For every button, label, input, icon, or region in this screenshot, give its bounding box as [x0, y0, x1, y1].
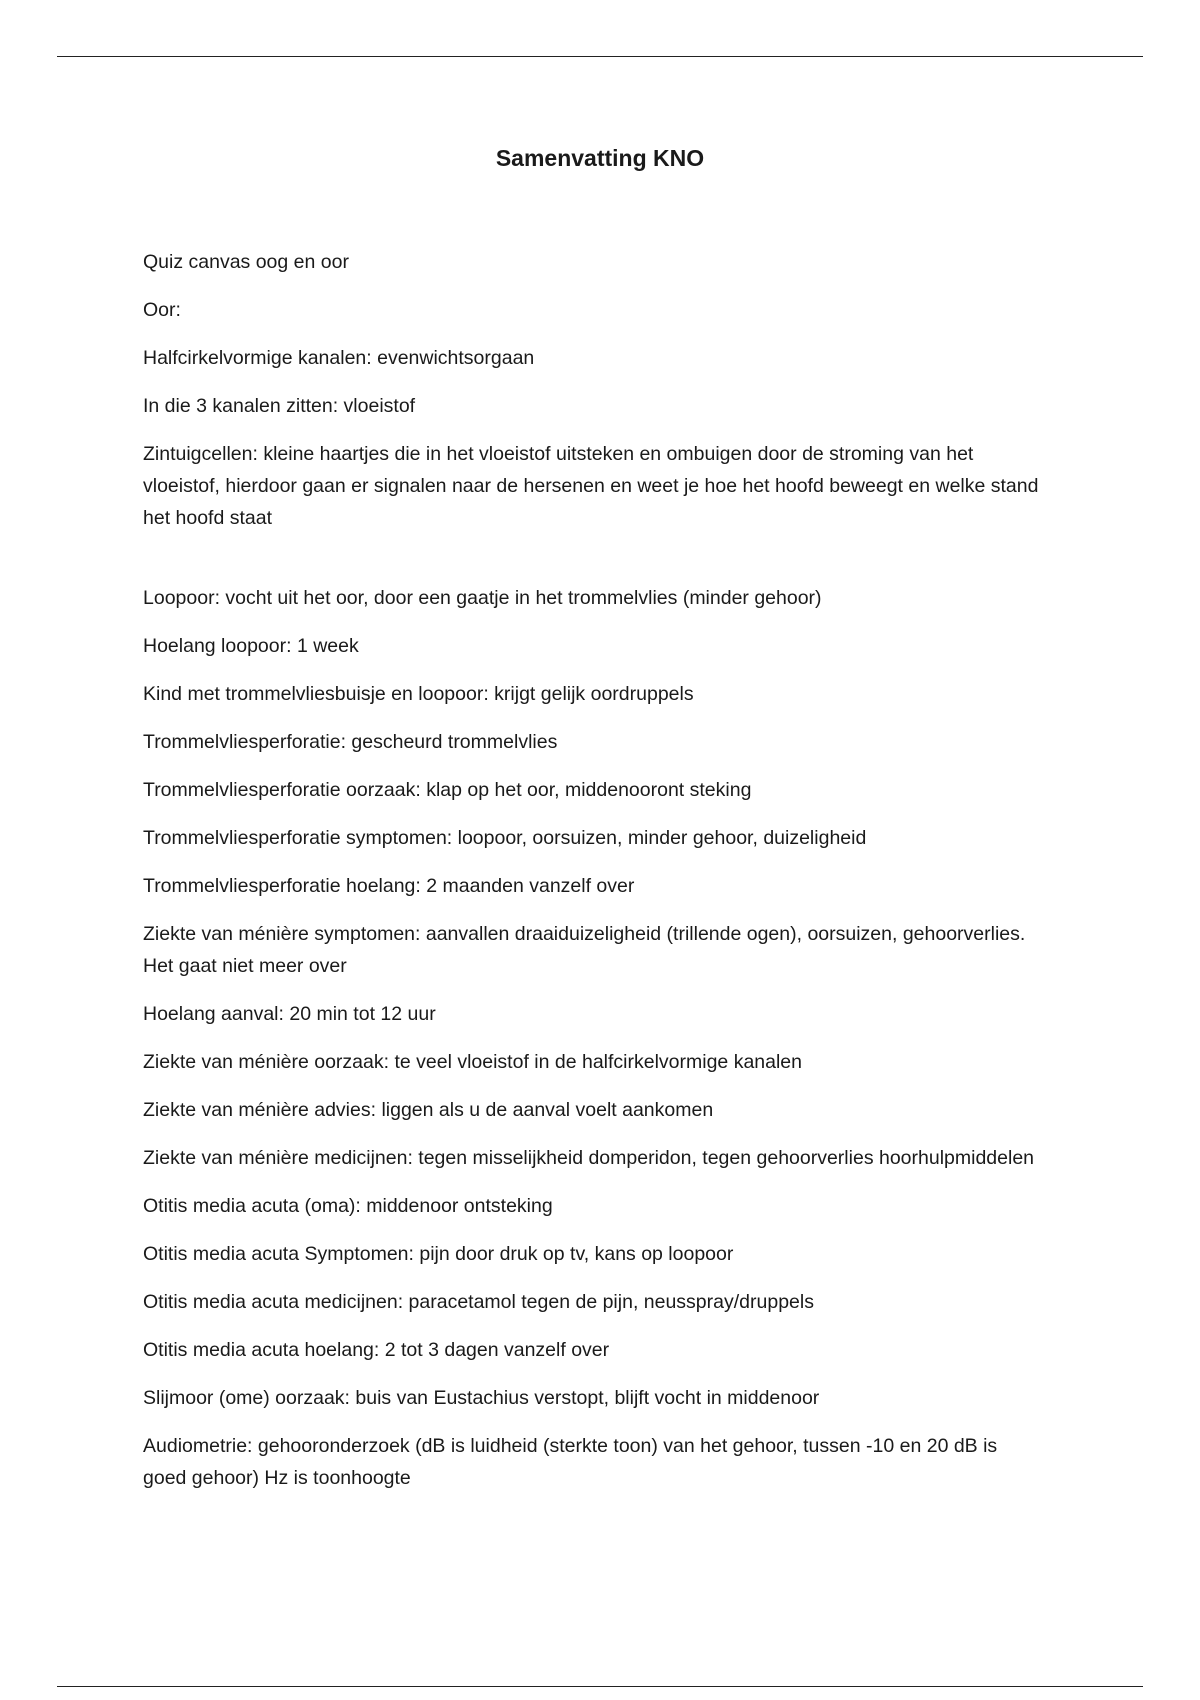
document-title: Samenvatting KNO	[495, 145, 705, 171]
document-body	[143, 246, 1043, 1510]
paragraph: Otitis media acuta (oma): middenoor ontsteking	[143, 1195, 553, 1217]
paragraph: Trommelvliesperforatie hoelang: 2 maanden vanzelf over	[143, 875, 635, 897]
top-divider	[57, 56, 1143, 57]
paragraph: Ziekte van ménière medicijnen: tegen misselijkheid domperidon, tegen gehoorverlies hoorhulpmiddelen	[143, 1147, 1035, 1169]
paragraph: Quiz canvas oog en oor	[143, 251, 349, 273]
paragraph: In die 3 kanalen zitten: vloeistof	[143, 395, 416, 417]
paragraph: Halfcirkelvormige kanalen: evenwichtsorgaan	[143, 347, 535, 369]
paragraph: Trommelvliesperforatie oorzaak: klap op het oor, middenooront steking	[143, 779, 752, 801]
paragraph: Audiometrie: gehooronderzoek (dB is luidheid (sterkte toon) van het gehoor, tussen -10 en 20 dB is goed gehoor) Hz is toonhoogte	[143, 1435, 998, 1489]
paragraph: Loopoor: vocht uit het oor, door een gaatje in het trommelvlies (minder gehoor)	[143, 587, 822, 609]
paragraph: Ziekte van ménière symptomen: aanvallen draaiduizeligheid (trillende ogen), oorsuizen, gehoorverlies. Het gaat niet meer over	[143, 923, 1026, 977]
paragraph: Slijmoor (ome) oorzaak: buis van Eustachius verstopt, blijft vocht in middenoor	[143, 1387, 820, 1409]
paragraph: Ziekte van ménière advies: liggen als u de aanval voelt aankomen	[143, 1099, 714, 1121]
paragraph: Trommelvliesperforatie symptomen: loopoor, oorsuizen, minder gehoor, duizeligheid	[143, 827, 867, 849]
paragraph: Otitis media acuta hoelang: 2 tot 3 dagen vanzelf over	[143, 1339, 610, 1361]
paragraph: Kind met trommelvliesbuisje en loopoor: krijgt gelijk oordruppels	[143, 683, 694, 705]
paragraph: Zintuigcellen: kleine haartjes die in het vloeistof uitsteken en ombuigen door de stroming van het vloeistof, hierdoor gaan er signalen naar de hersenen en weet je hoe het hoofd beweegt en welke stand het hoofd staat	[143, 443, 1039, 529]
paragraph: Hoelang aanval: 20 min tot 12 uur	[143, 1003, 436, 1025]
paragraph: Ziekte van ménière oorzaak: te veel vloeistof in de halfcirkelvormige kanalen	[143, 1051, 803, 1073]
bottom-divider	[57, 1686, 1143, 1687]
paragraph: Hoelang loopoor: 1 week	[143, 635, 359, 657]
paragraph: Trommelvliesperforatie: gescheurd trommelvlies	[143, 731, 558, 753]
paragraph: Otitis media acuta Symptomen: pijn door druk op tv, kans op loopoor	[143, 1243, 734, 1265]
paragraph: Otitis media acuta medicijnen: paracetamol tegen de pijn, neusspray/druppels	[143, 1291, 814, 1313]
paragraph: Oor:	[143, 299, 181, 321]
